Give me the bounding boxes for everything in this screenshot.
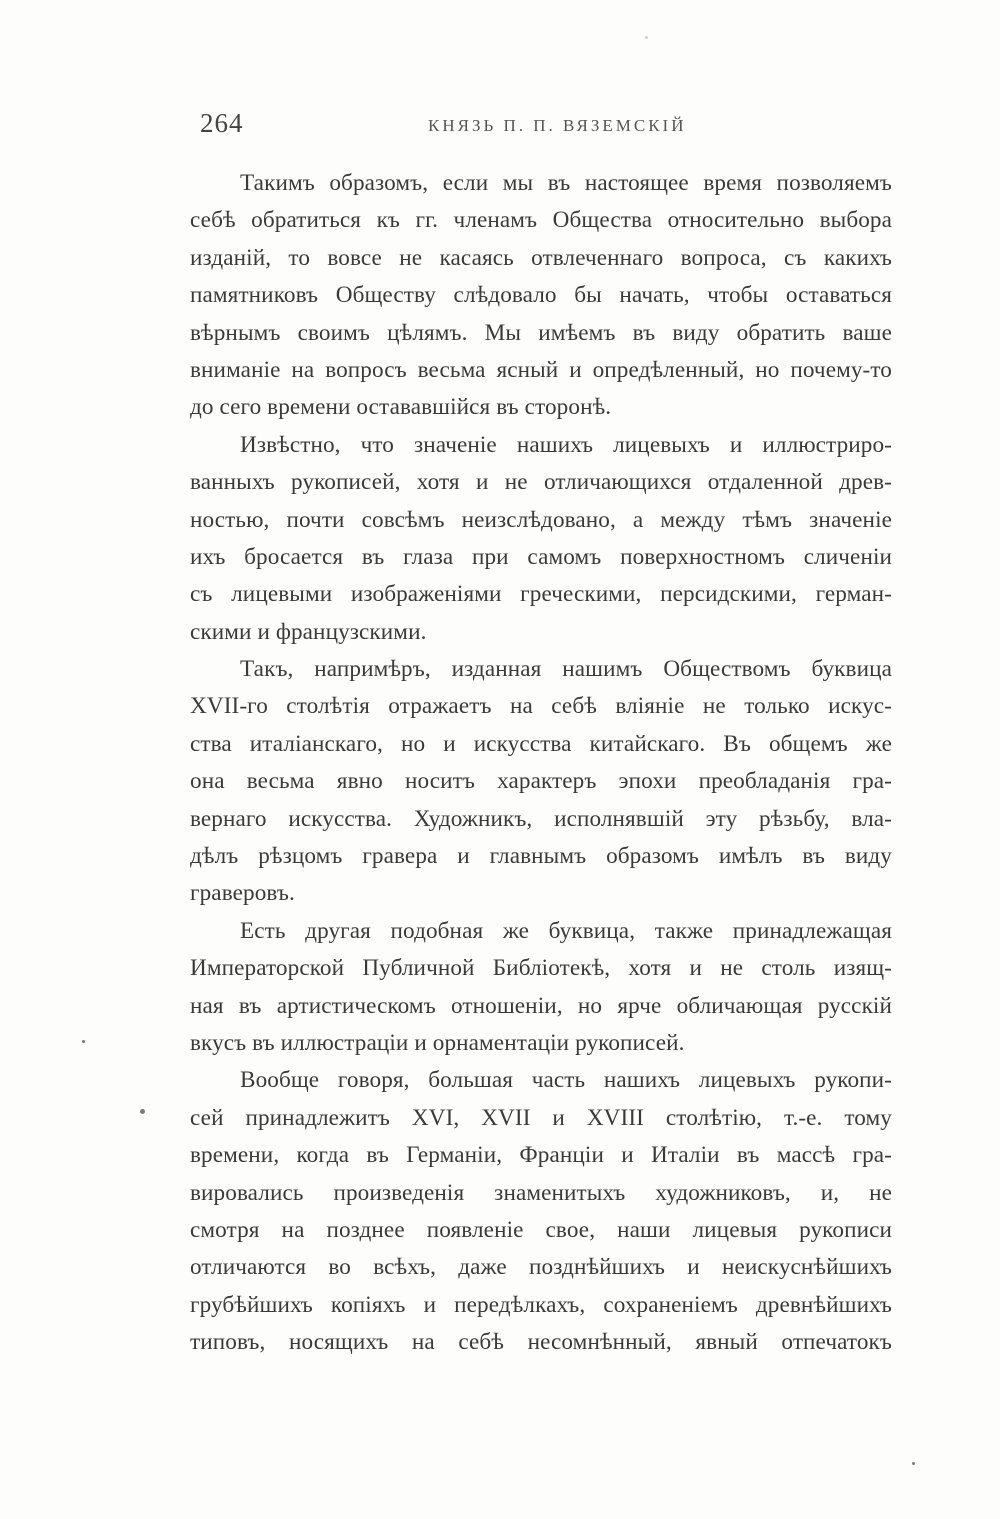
text-line: Такъ, напримѣръ, изданная нашимъ Обществомъ буквица bbox=[240, 656, 892, 683]
text-line: вѣрнымъ своимъ цѣлямъ. Мы имѣемъ въ виду обратить ваше bbox=[190, 319, 892, 346]
text-line: типовъ, носящихъ на себѣ несомнѣнный, явный отпечатокъ bbox=[190, 1329, 892, 1356]
text-line: грубѣйшихъ копіяхъ и передѣлкахъ, сохраненіемъ древнѣйшихъ bbox=[190, 1291, 892, 1318]
text-line: памятниковъ Обществу слѣдовало бы начать, чтобы оставаться bbox=[190, 282, 892, 309]
text-line: вкусъ въ иллюстраціи и орнаментаціи рукописей. bbox=[190, 1029, 685, 1056]
text-line: XVII-го столѣтія отражаетъ на себѣ вліяніе не только искус- bbox=[190, 693, 892, 720]
text-line: она весьма явно носитъ характеръ эпохи преобладанія гра- bbox=[190, 768, 892, 795]
text-line: дѣлъ рѣзцомъ гравера и главнымъ образомъ имѣлъ въ виду bbox=[190, 843, 892, 870]
text-line: Есть другая подобная же буквица, также принадлежащая bbox=[240, 917, 892, 944]
text-line: смотря на позднее появленіе свое, наши лицевыя рукописи bbox=[190, 1216, 892, 1243]
paragraph bbox=[190, 1062, 892, 1361]
scan-speck bbox=[912, 1462, 915, 1465]
text-line: ная въ артистическомъ отношеніи, но ярче обличающая русскій bbox=[190, 992, 892, 1019]
text-line: вировались произведенія знаменитыхъ художниковъ, и, не bbox=[190, 1179, 892, 1206]
text-line: ства италіанскаго, но и искусства китайскаго. Въ общемъ же bbox=[190, 730, 892, 757]
scan-speck bbox=[140, 1109, 145, 1114]
text-line: Императорской Публичной Библіотекѣ, хотя и не столь изящ- bbox=[190, 955, 892, 982]
text-line: ихъ бросается въ глаза при самомъ поверхностномъ сличеніи bbox=[190, 543, 892, 570]
running-title: КНЯЗЬ П. П. ВЯЗЕМСКIЙ bbox=[428, 116, 687, 135]
text-line: граверовъ. bbox=[190, 880, 295, 907]
text-line: съ лицевыми изображеніями греческими, персидскими, герман- bbox=[190, 581, 892, 608]
paragraph bbox=[190, 165, 892, 427]
text-line: до сего времени остававшійся въ сторонѣ. bbox=[190, 394, 612, 421]
paragraph bbox=[190, 651, 892, 913]
body-text bbox=[190, 165, 892, 1362]
text-line: отличаются во всѣхъ, даже позднѣйшихъ и неискуснѣйшихъ bbox=[190, 1254, 892, 1281]
paragraph bbox=[190, 427, 892, 651]
text-line: ностью, почти совсѣмъ неизслѣдовано, а между тѣмъ значеніе bbox=[190, 506, 892, 533]
text-line: Извѣстно, что значеніе нашихъ лицевыхъ и иллюстриро- bbox=[240, 431, 892, 458]
text-line: скими и французскими. bbox=[190, 618, 427, 645]
text-line: вернаго искусства. Художникъ, исполнявшій эту рѣзьбу, вла- bbox=[190, 805, 892, 832]
text-line: вниманіе на вопросъ весьма ясный и опредѣленный, но почему-то bbox=[190, 356, 892, 383]
running-header bbox=[200, 108, 890, 148]
text-line: Такимъ образомъ, если мы въ настоящее время позволяемъ bbox=[240, 170, 892, 196]
text-line: ванныхъ рукописей, хотя и не отличающихся отдаленной древ- bbox=[190, 469, 892, 496]
text-line: времени, когда въ Германіи, Франціи и Италіи въ массѣ гра- bbox=[190, 1142, 892, 1169]
text-line: сей принадлежитъ XVI, XVII и XVIII столѣтію, т.-е. тому bbox=[190, 1104, 892, 1131]
page-number: 264 bbox=[200, 108, 244, 138]
text-line: Вообще говоря, большая часть нашихъ лицевыхъ рукопи- bbox=[240, 1067, 892, 1094]
scan-speck bbox=[645, 36, 648, 39]
paragraph bbox=[190, 913, 892, 1063]
text-line: изданій, то вовсе не касаясь отвлеченнаго вопроса, съ какихъ bbox=[190, 244, 892, 271]
text-line: себѣ обратиться къ гг. членамъ Общества относительно выбора bbox=[190, 207, 892, 234]
scan-speck bbox=[82, 1040, 85, 1043]
